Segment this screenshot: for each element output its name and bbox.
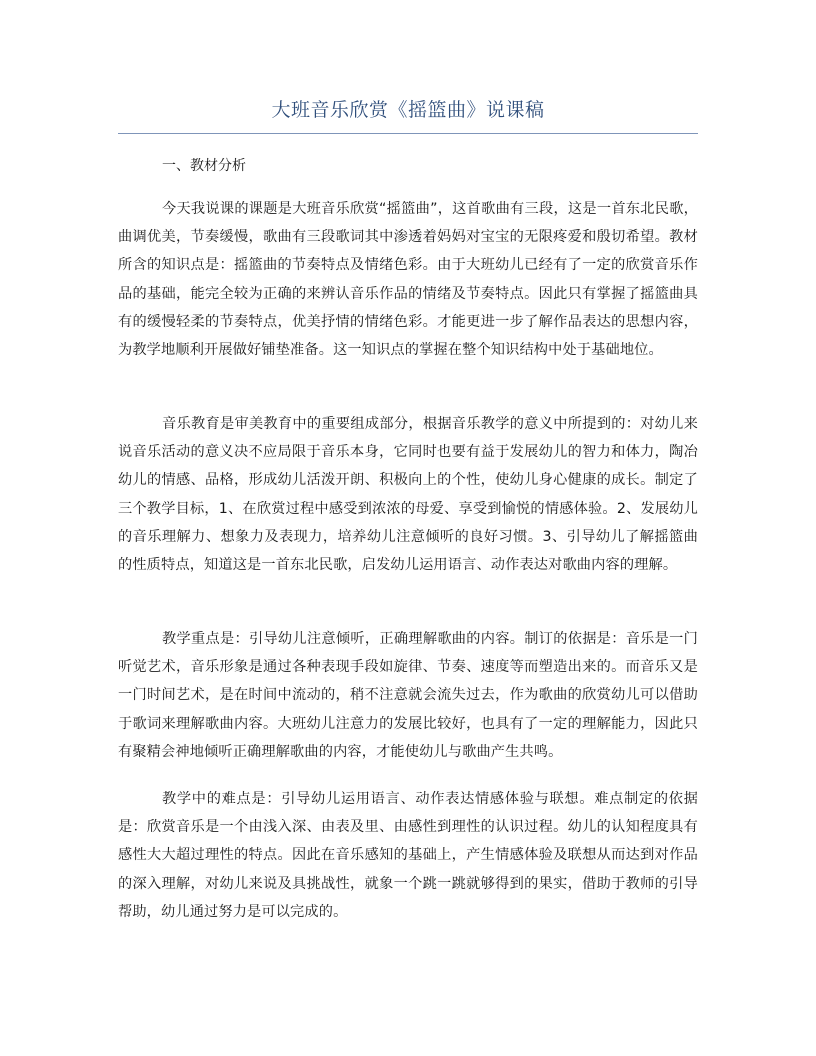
paragraph-teaching-difficulty: 教学中的难点是：引导幼儿运用语言、动作表达情感体验与联想。难点制定的依据是：欣赏音乐是一个由浅入深、由表及里、由感性到理性的认识过程。幼儿的认知程度具有感性大大超过理性的特点。因此在音乐感知的基础上，产生情感体验及联想从而达到对作品的深入理解，对幼儿来说及具挑战性，就象一个跳一跳就够得到的果实，借助于教师的引导帮助，幼儿通过努力是可以完成的。 [118, 791, 698, 920]
title-underline-divider [118, 133, 698, 134]
document-title: 大班音乐欣赏《摇篮曲》说课稿 [271, 99, 545, 121]
paragraph-teaching-focus: 教学重点是：引导幼儿注意倾听，正确理解歌曲的内容。制订的依据是：音乐是一门听觉艺术，音乐形象是通过各种表现手段如旋律、节奏、速度等而塑造出来的。而音乐又是一门时间艺术，是在时间中流动的，稍不注意就会流失过去，作为歌曲的欣赏幼儿可以借助于歌词来理解歌曲内容。大班幼儿注意力的发展比较好，也具有了一定的理解能力，因此只有聚精会神地倾听正确理解歌曲的内容，才能使幼儿与歌曲产生共鸣。 [118, 631, 698, 760]
section-heading: 一、教材分析 [162, 158, 246, 174]
paragraph-material-intro: 今天我说课的课题是大班音乐欣赏“摇篮曲”，这首歌曲有三段，这是一首东北民歌，曲调优美，节奏缓慢，歌曲有三段歌词其中渗透着妈妈对宝宝的无限疼爱和殷切希望。教材所含的知识点是：摇篮曲的节奏特点及情绪色彩。由于大班幼儿已经有了一定的欣赏音乐作品的基础，能完全较为正确的来辨认音乐作品的情绪及节奏特点。因此只有掌握了摇篮曲具有的缓慢轻柔的节奏特点，优美抒情的情绪色彩。才能更进一步了解作品表达的思想内容，为教学地顺利开展做好铺垫准备。这一知识点的掌握在整个知识结构中处于基础地位。 [118, 201, 698, 359]
paragraph-teaching-goals: 音乐教育是审美教育中的重要组成部分，根据音乐教学的意义中所提到的：对幼儿来说音乐活动的意义决不应局限于音乐本身，它同时也要有益于发展幼儿的智力和体力，陶冶幼儿的情感、品格，形成幼儿活泼开朗、积极向上的个性，使幼儿身心健康的成长。制定了三个教学目标，1、在欣赏过程中感受到浓浓的母爱、享受到愉悦的情感体验。2、发展幼儿的音乐理解力、想象力及表现力，培养幼儿注意倾听的良好习惯。3、引导幼儿了解摇篮曲的性质特点，知道这是一首东北民歌，启发幼儿运用语言、动作表达对歌曲内容的理解。 [118, 416, 698, 574]
